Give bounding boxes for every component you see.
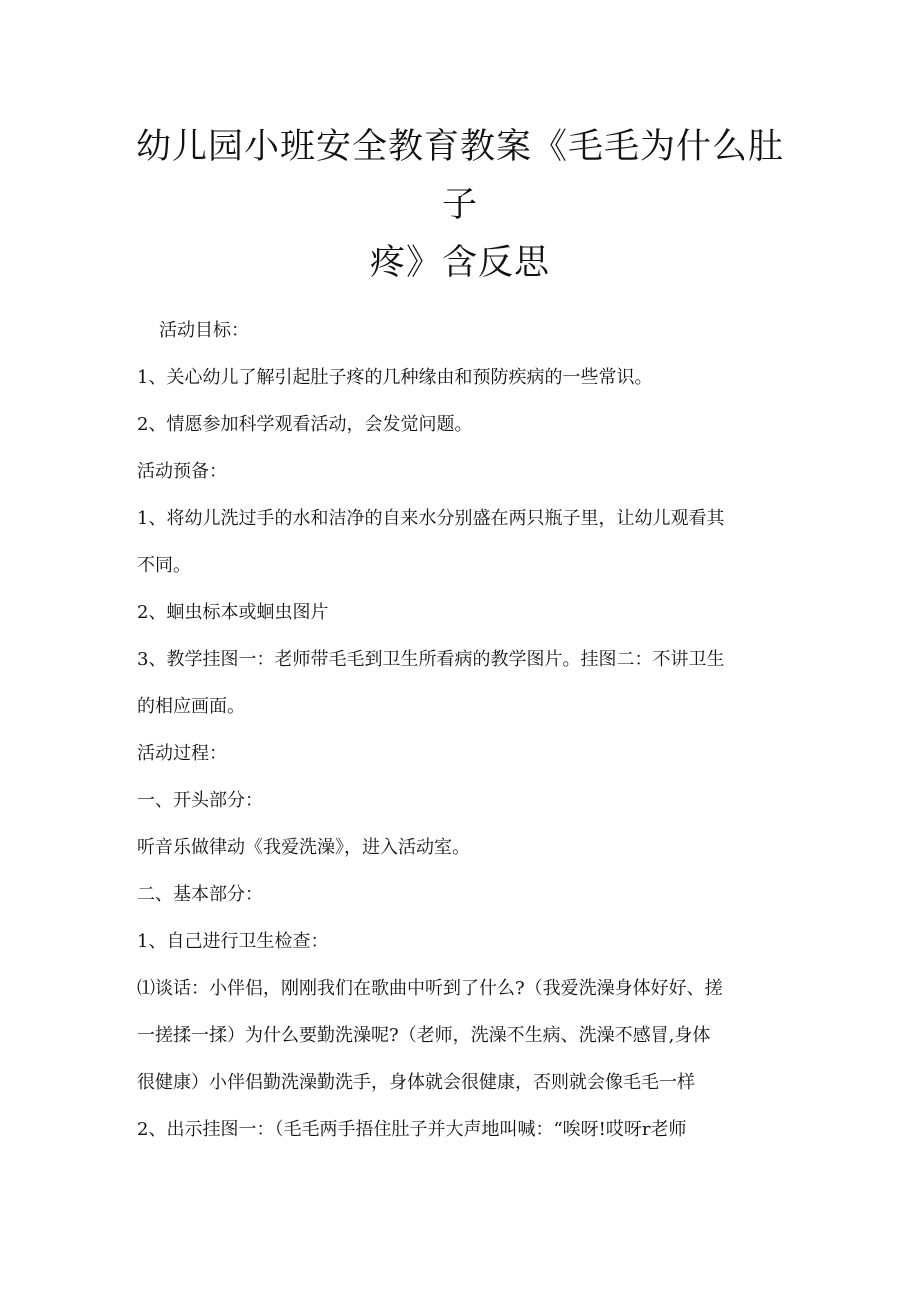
paragraph-line: 很健康）小伴侣勤洗澡勤洗手，身体就会很健康，否则就会像毛毛一样 bbox=[137, 1072, 695, 1093]
paragraph-line: 3、教学挂图一：老师带毛毛到卫生所看病的教学图片。挂图二：不讲卫生 bbox=[137, 649, 725, 670]
document-body bbox=[137, 307, 787, 1153]
paragraph-line: 2、情愿参加科学观看活动，会发觉问题。 bbox=[137, 414, 473, 435]
paragraph-line: 1、自己进行卫生检查： bbox=[137, 931, 329, 952]
section-heading-process: 活动过程： bbox=[137, 743, 227, 764]
paragraph-line: 听音乐做律动《我爱洗澡》，进入活动室。 bbox=[137, 837, 470, 858]
title-line-2: 疼》含反思 bbox=[369, 243, 550, 283]
paragraph-line: 1、将幼儿洗过手的水和洁净的自来水分别盛在两只瓶子里，让幼儿观看其 bbox=[137, 508, 725, 529]
document-title bbox=[120, 118, 800, 292]
paragraph-line: 1、关心幼儿了解引起肚子疼的几种缘由和预防疾病的一些常识。 bbox=[137, 367, 653, 388]
paragraph-line: 的相应画面。 bbox=[137, 696, 245, 717]
section-heading-preparation: 活动预备： bbox=[137, 461, 227, 482]
section-heading-goals: 活动目标： bbox=[159, 320, 249, 341]
paragraph-line: 一搓揉一揉）为什么要勤洗澡呢?（老师，洗澡不生病、洗澡不感冒,身体 bbox=[137, 1025, 711, 1046]
paragraph-line: 一、开头部分： bbox=[137, 790, 263, 811]
paragraph-line: ⑴谈话：小伴侣，刚刚我们在歌曲中听到了什么?（我爱洗澡身体好好、搓 bbox=[137, 978, 723, 999]
paragraph-line: 2、蛔虫标本或蛔虫图片 bbox=[137, 602, 329, 623]
title-line-1: 幼儿园小班安全教育教案《毛毛为什么肚子 bbox=[135, 127, 784, 225]
paragraph-line: 2、出示挂图一：（毛毛两手捂住肚子并大声地叫喊：“唉呀!哎呀r老师 bbox=[137, 1119, 687, 1140]
paragraph-line: 不同。 bbox=[137, 555, 191, 576]
paragraph-line: 二、基本部分： bbox=[137, 884, 263, 905]
